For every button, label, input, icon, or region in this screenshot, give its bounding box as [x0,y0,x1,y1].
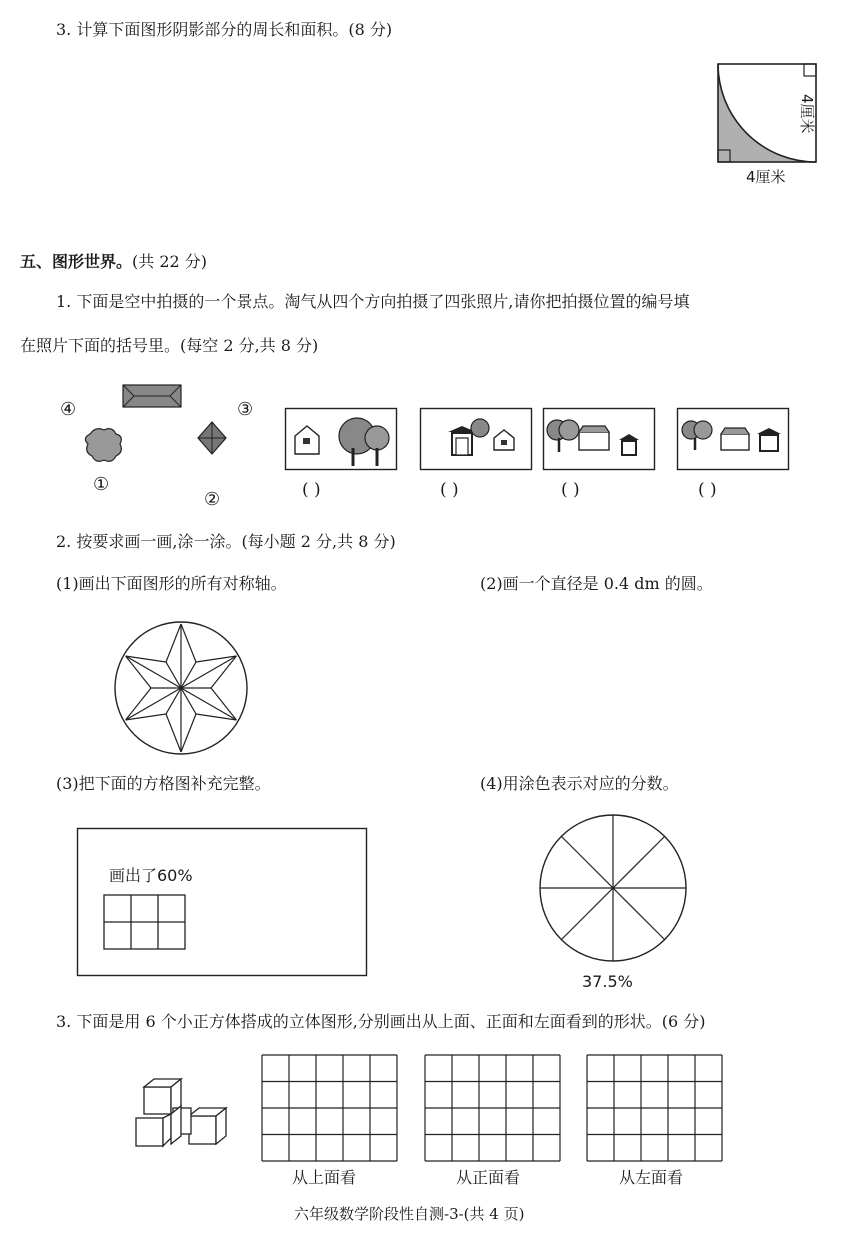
grid-completion-box [77,828,369,978]
aerial-scene [50,376,270,516]
answer-blank-1[interactable]: ( ) [302,480,321,500]
position-label-1: ① [93,474,110,495]
question-4-3: 3. 计算下面图形阴影部分的周长和面积。(8 分) [56,20,393,39]
photo-1 [285,408,397,470]
question-5-2: 2. 按要求画一画,涂一涂。(每小题 2 分,共 8 分) [56,532,396,551]
pie-label: 37.5% [582,972,633,991]
position-label-3: ③ [237,399,254,420]
question-5-2-sub2: (2)画一个直径是 0.4 dm 的圆。 [480,574,713,593]
photo-4 [677,408,789,470]
side-length-label: 4厘米 [798,94,816,134]
grid-left-view [586,1054,723,1162]
pie-eighths-figure [539,814,689,964]
position-label-2: ② [204,489,221,510]
question-5-3: 3. 下面是用 6 个小正方体搭成的立体图形,分别画出从上面、正面和左面看到的形状。(6 分) [56,1012,706,1031]
answer-blank-2[interactable]: ( ) [440,480,459,500]
grid-front-view [424,1054,561,1162]
bottom-length-label: 4厘米 [746,168,786,186]
grid-label: 画出了60% [109,866,193,885]
answer-blank-3[interactable]: ( ) [561,480,580,500]
question-5-2-sub1: (1)画出下面图形的所有对称轴。 [56,574,287,593]
question-5-1-line1: 1. 下面是空中拍摄的一个景点。淘气从四个方向拍摄了四张照片,请你把拍摄位置的编号填 [56,292,690,311]
grid-label-left: 从左面看 [619,1168,684,1187]
photo-3 [543,408,655,470]
section-5-points: (共 22 分) [132,252,208,271]
question-5-2-sub3: (3)把下面的方格图补充完整。 [56,774,271,793]
cube-structure-figure [133,1076,239,1152]
section-5-title: 五、图形世界。 [20,252,133,271]
question-5-1-line2: 在照片下面的括号里。(每空 2 分,共 8 分) [20,336,319,355]
section-5-heading [20,252,207,272]
page-footer: 六年级数学阶段性自测-3-(共 4 页) [294,1205,525,1223]
grid-label-front: 从正面看 [456,1168,521,1187]
position-label-4: ④ [60,399,77,420]
photo-2 [420,408,532,470]
grid-label-top: 从上面看 [292,1168,357,1187]
question-5-2-sub4: (4)用涂色表示对应的分数。 [480,774,679,793]
star-in-circle-figure [113,620,249,756]
grid-top-view [261,1054,398,1162]
answer-blank-4[interactable]: ( ) [698,480,717,500]
